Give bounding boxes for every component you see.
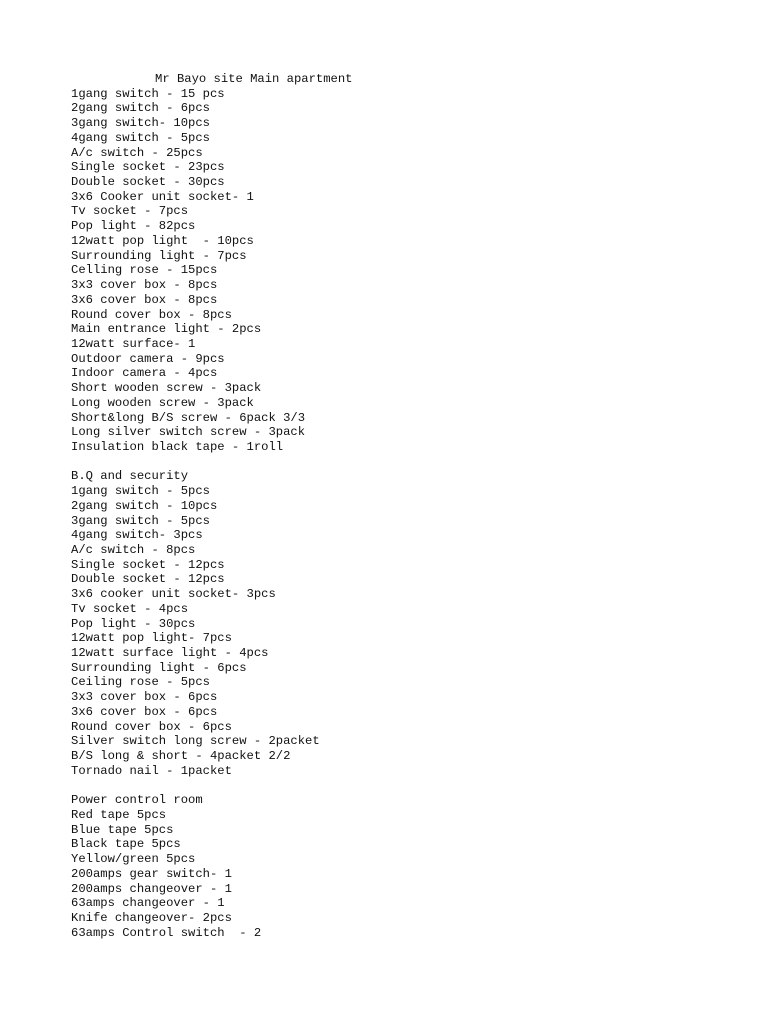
list-item: Blue tape 5pcs — [71, 822, 174, 837]
list-item: Insulation black tape - 1roll — [71, 439, 284, 454]
list-item: 1gang switch - 5pcs — [71, 484, 210, 499]
list-item: 12watt surface light - 4pcs — [71, 646, 269, 661]
list-item: B/S long & short - 4packet 2/2 — [71, 749, 291, 764]
list-item: 200amps changeover - 1 — [71, 881, 232, 896]
section-heading: Power control room — [71, 793, 203, 808]
list-item: 2gang switch - 10pcs — [71, 498, 218, 513]
list-item: 3x6 cover box - 8pcs — [71, 292, 218, 307]
blank-line — [71, 455, 731, 470]
list-item: Black tape 5pcs — [71, 837, 181, 852]
section-heading: B.Q and security — [71, 469, 189, 484]
list-item: 3x6 cover box - 6pcs — [71, 704, 218, 719]
list-item: 12watt pop light - 10pcs — [71, 233, 254, 248]
list-item: Red tape 5pcs — [71, 807, 167, 822]
list-item: Tv socket - 4pcs — [71, 601, 189, 616]
list-item: Knife changeover- 2pcs — [71, 910, 232, 925]
section-3 — [71, 779, 731, 941]
list-item: Outdoor camera - 9pcs — [71, 351, 225, 366]
list-item: Silver switch long screw - 2packet — [71, 734, 320, 749]
document-title: Mr Bayo site Main apartment — [155, 72, 353, 86]
list-item: 3x6 cooker unit socket- 3pcs — [71, 587, 276, 602]
list-item: 2gang switch - 6pcs — [71, 101, 210, 116]
list-item: 200amps gear switch- 1 — [71, 866, 232, 881]
list-item: 3gang switch - 5pcs — [71, 513, 210, 528]
list-item: 63amps changeover - 1 — [71, 896, 225, 911]
list-item: 4gang switch- 3pcs — [71, 528, 203, 543]
list-item: A/c switch - 8pcs — [71, 543, 196, 557]
section-1 — [71, 87, 731, 455]
list-item: 4gang switch - 5pcs — [71, 130, 210, 145]
list-item: Long wooden screw - 3pack — [71, 395, 254, 410]
list-item: Round cover box - 8pcs — [71, 307, 232, 322]
list-item: Tv socket - 7pcs — [71, 204, 189, 219]
list-item: Main entrance light - 2pcs — [71, 322, 262, 337]
list-item: 12watt surface- 1 — [71, 336, 196, 351]
list-item: 3x3 cover box - 6pcs — [71, 690, 218, 705]
list-item: Double socket - 30pcs — [71, 175, 225, 190]
list-item: Single socket - 12pcs — [71, 557, 225, 572]
list-item: A/c switch - 25pcs — [71, 145, 203, 160]
list-item: Round cover box - 6pcs — [71, 719, 232, 734]
list-item: 1gang switch - 15 pcs — [71, 86, 225, 101]
document-page — [71, 72, 731, 940]
list-item: Long silver switch screw - 3pack — [71, 425, 306, 440]
list-item: 3x6 Cooker unit socket- 1 — [71, 189, 254, 204]
document-body — [71, 87, 731, 941]
section-2 — [71, 455, 731, 779]
blank-line — [71, 779, 731, 794]
list-item: Celling rose - 15pcs — [71, 263, 218, 278]
list-item: Indoor camera - 4pcs — [71, 366, 218, 381]
list-item: Short&long B/S screw - 6pack 3/3 — [71, 410, 306, 425]
list-item: 12watt pop light- 7pcs — [71, 631, 232, 646]
list-item: Pop light - 82pcs — [71, 219, 196, 234]
list-item: Yellow/green 5pcs — [71, 852, 196, 867]
list-item: Double socket - 12pcs — [71, 572, 225, 587]
list-item: Surrounding light - 7pcs — [71, 248, 247, 263]
list-item: Short wooden screw - 3pack — [71, 381, 262, 396]
list-item: Surrounding light - 6pcs — [71, 660, 247, 675]
list-item: 3x3 cover box - 8pcs — [71, 278, 218, 293]
list-item: Single socket - 23pcs — [71, 160, 225, 175]
list-item: Pop light - 30pcs — [71, 616, 196, 631]
list-item: 63amps Control switch - 2 — [71, 925, 262, 940]
list-item: Tornado nail - 1packet — [71, 763, 232, 778]
list-item: 3gang switch- 10pcs — [71, 116, 210, 131]
list-item: Ceiling rose - 5pcs — [71, 675, 210, 690]
